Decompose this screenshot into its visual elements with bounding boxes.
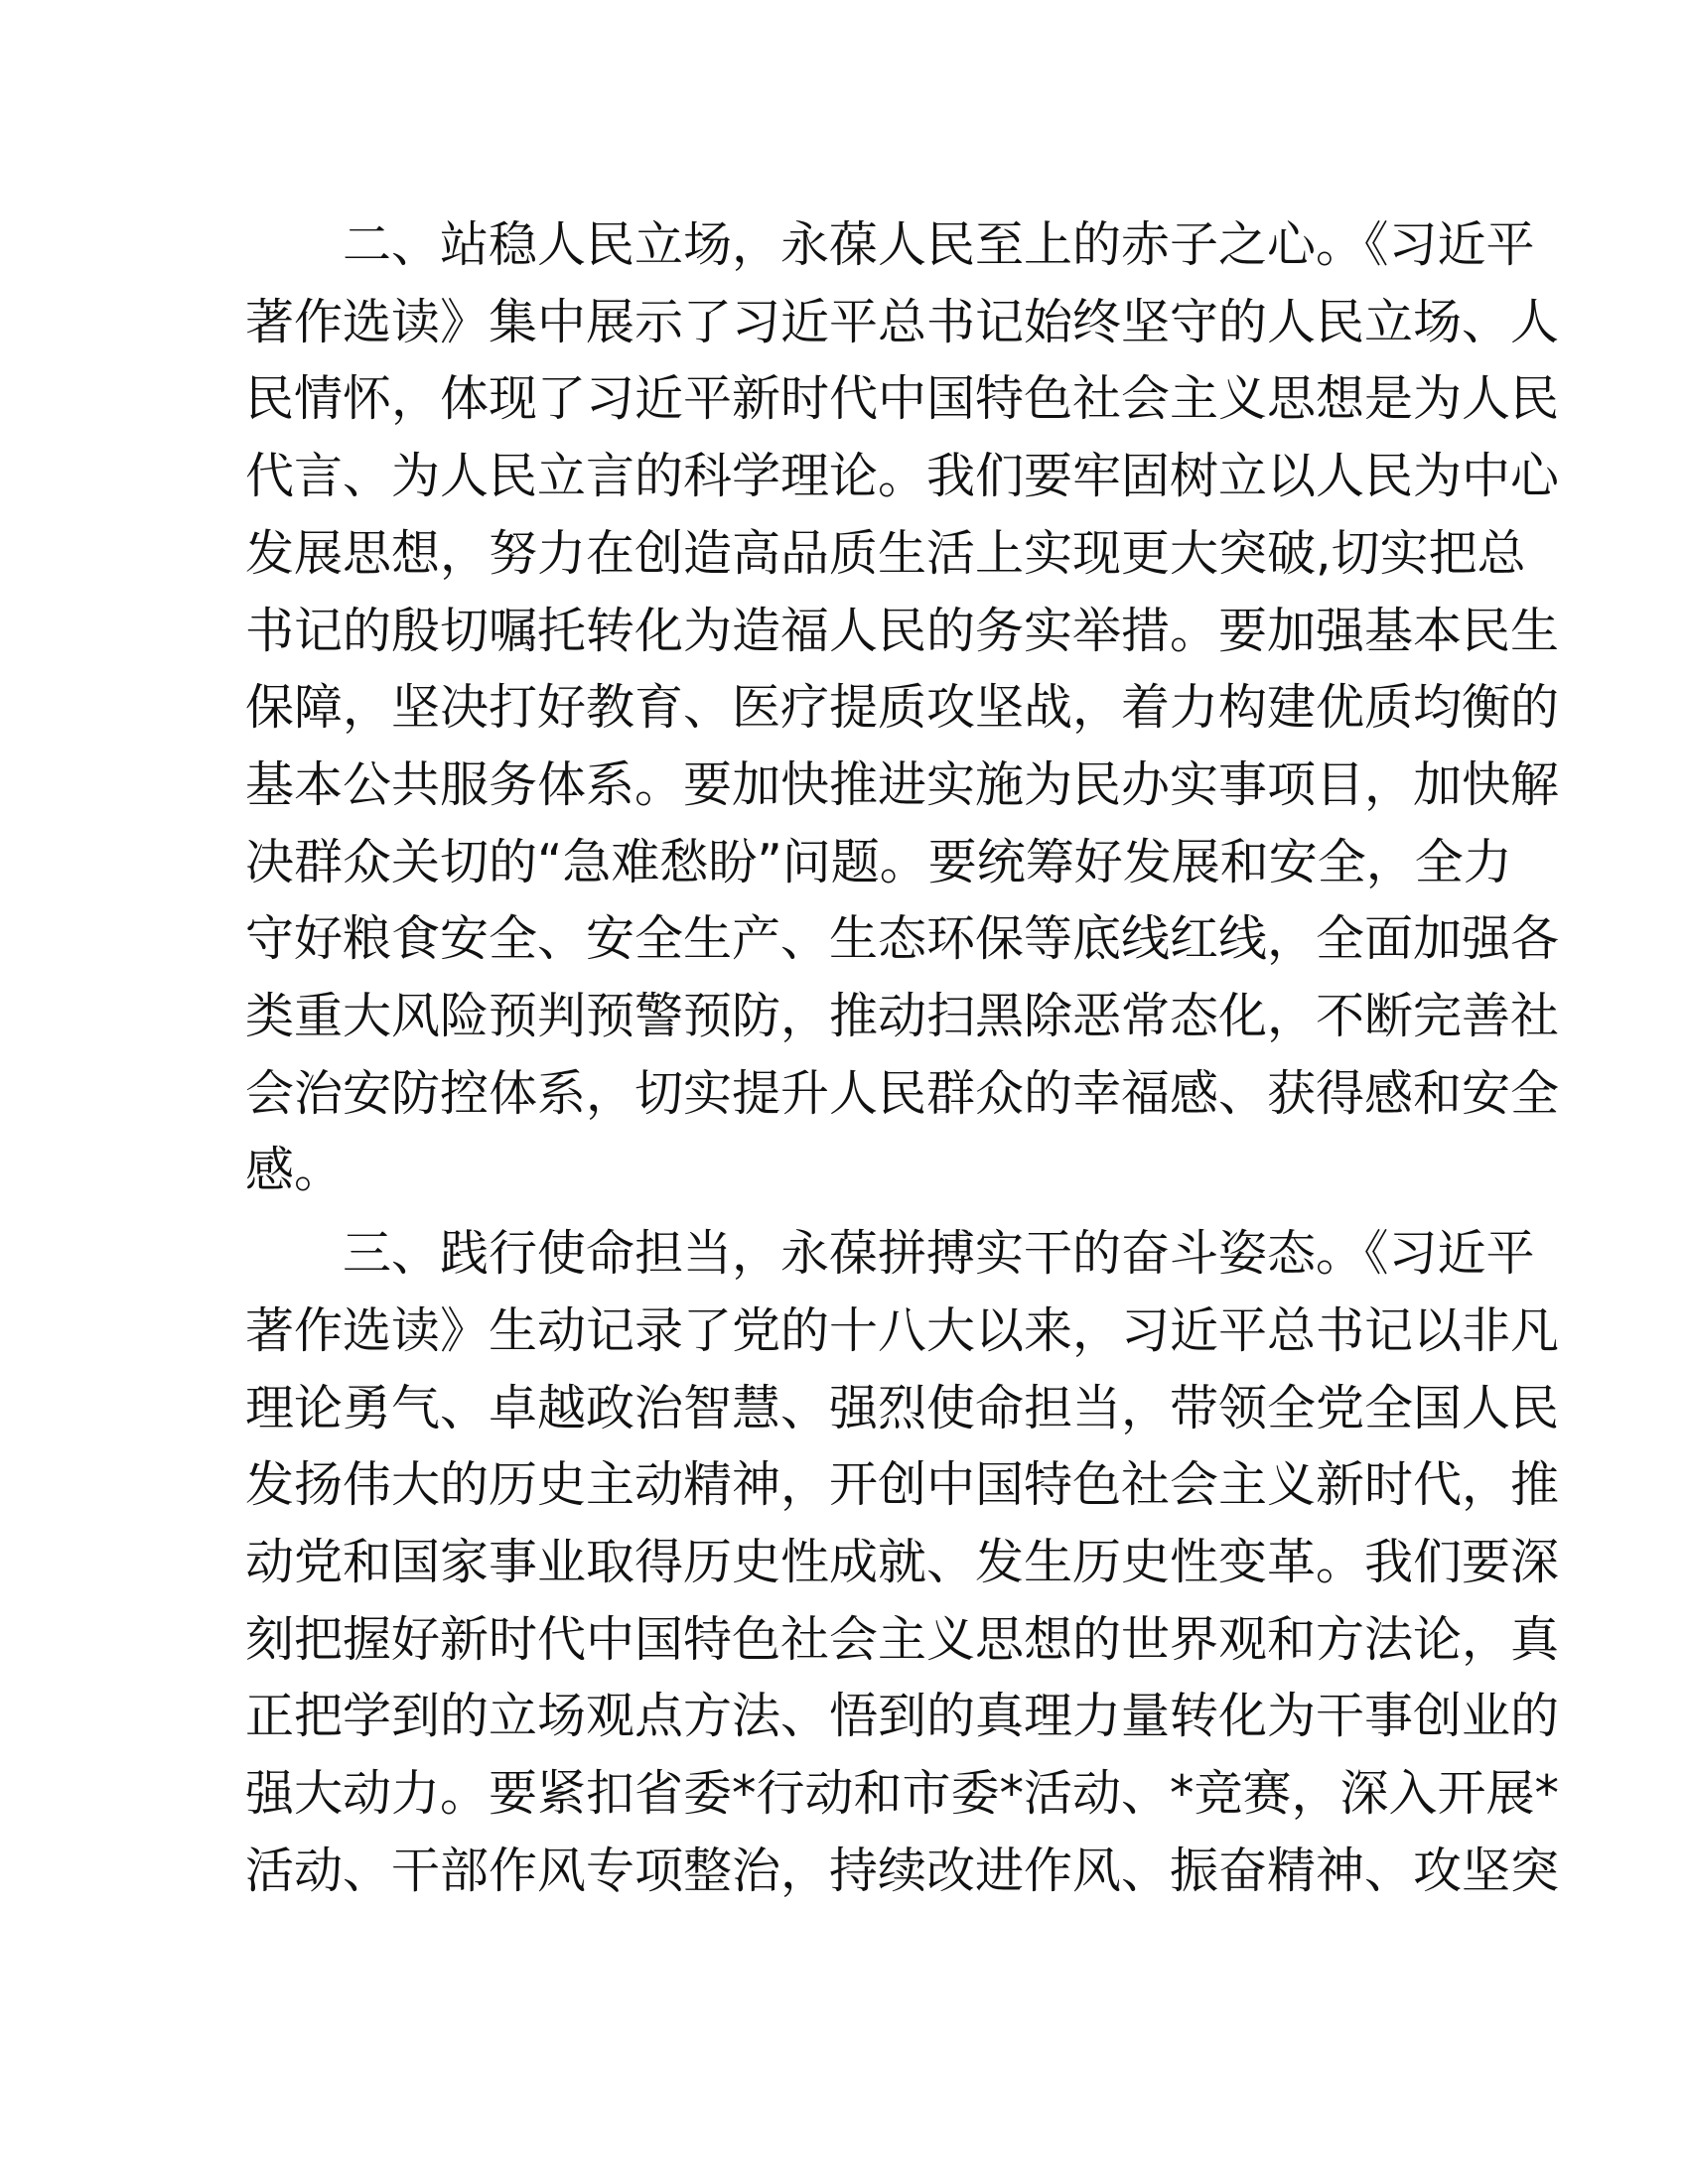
paragraph-line: 正把学到的立场观点方法、悟到的真理力量转化为干事创业的: [245, 1688, 1560, 1745]
paragraph-line: 守好粮食安全、安全生产、生态环保等底线红线，全面加强各: [245, 910, 1560, 968]
paragraph-line: 保障，坚决打好教育、医疗提质攻坚战，着力构建优质均衡的: [245, 679, 1560, 737]
paragraph-line: 类重大风险预判预警预防，推动扫黑除恶常态化，不断完善社: [245, 988, 1560, 1045]
document-body: [245, 206, 1560, 1909]
paragraph-line: 基本公共服务体系。要加快推进实施为民办实事项目，加快解: [245, 755, 1560, 813]
paragraph-line: 刻把握好新时代中国特色社会主义思想的世界观和方法论，真: [245, 1610, 1560, 1668]
paragraph-line: 代言、为人民立言的科学理论。我们要牢固树立以人民为中心: [245, 448, 1560, 505]
paragraph-line: 民情怀，体现了习近平新时代中国特色社会主义思想是为人民: [245, 370, 1560, 428]
paragraph-line: 发扬伟大的历史主动精神，开创中国特色社会主义新时代，推: [245, 1456, 1560, 1514]
paragraph-line: 著作选读》集中展示了习近平总书记始终坚守的人民立场、人: [245, 293, 1560, 350]
paragraph-line: 会治安防控体系，切实提升人民群众的幸福感、获得感和安全: [245, 1064, 1560, 1122]
paragraph-line: 活动、干部作风专项整治，持续改进作风、振奋精神、攻坚突: [245, 1842, 1560, 1899]
paragraph-line: 著作选读》生动记录了党的十八大以来，习近平总书记以非凡: [245, 1301, 1560, 1359]
paragraph-line: 二、站稳人民立场，永葆人民至上的赤子之心。《习近平: [343, 216, 1535, 273]
paragraph-3: [245, 1215, 1560, 1909]
paragraph-line: 感。: [245, 1142, 344, 1199]
paragraph-2: [245, 206, 1560, 1209]
paragraph-line: 发展思想，努力在创造高品质生活上实现更大突破,切实把总: [245, 524, 1526, 582]
paragraph-line: 动党和国家事业取得历史性成就、发生历史性变革。我们要深: [245, 1533, 1560, 1590]
paragraph-line: 三、践行使命担当，永葆拼搏实干的奋斗姿态。《习近平: [343, 1225, 1535, 1283]
paragraph-line: 决群众关切的“急难愁盼”问题。要统筹好发展和安全，全力: [245, 833, 1512, 890]
paragraph-line: 书记的殷切嘱托转化为造福人民的务实举措。要加强基本民生: [245, 602, 1560, 659]
paragraph-line: 强大动力。要紧扣省委*行动和市委*活动、*竞赛，深入开展*: [245, 1765, 1560, 1823]
paragraph-line: 理论勇气、卓越政治智慧、强烈使命担当，带领全党全国人民: [245, 1379, 1560, 1436]
